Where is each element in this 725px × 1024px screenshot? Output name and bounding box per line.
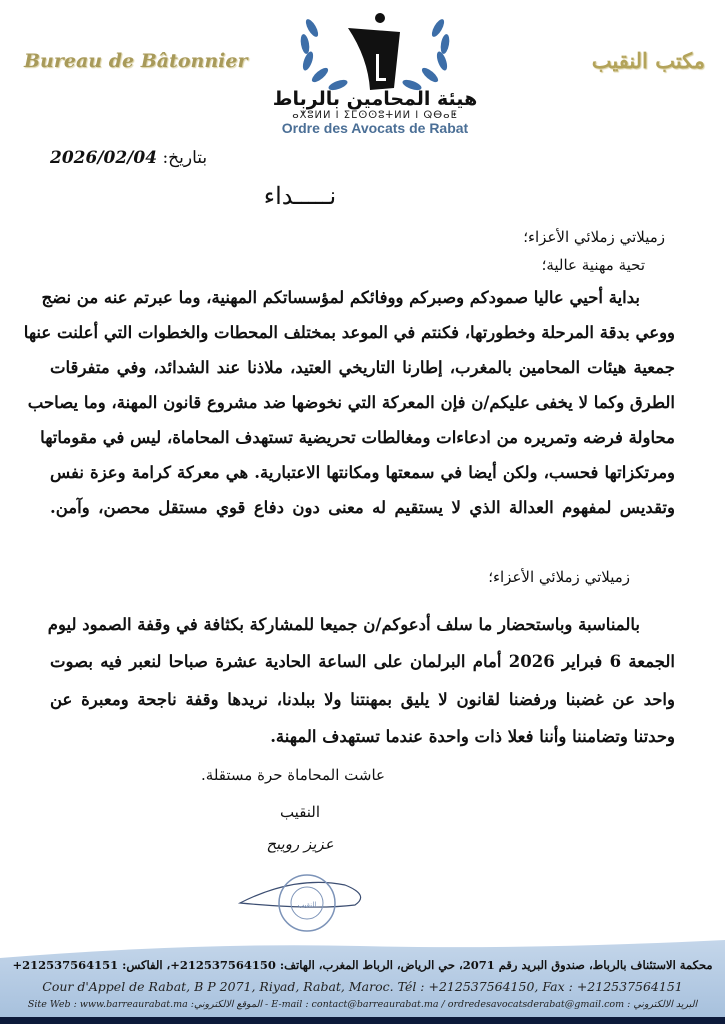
salutation: زميلاتي زملائي الأعزاء؛ [523, 228, 665, 246]
official-stamp [235, 865, 375, 935]
paragraph-line: ومرتكزاتها فحسب، ولكن أيضا في سمعتها ومكانتها الاعتبارية. هي معركة كرامة وعزة نفس [50, 463, 675, 482]
footer-address-ar: محكمة الاستئناف بالرباط، صندوق البريد رقم 2071، حي الرياض، الرباط المغرب، الهاتف: 212537564150+، الفاكس: 212537564151+ [12, 958, 713, 972]
paragraph-line: جمعية هيئات المحامين بالمغرب، إطارنا التاريخي العتيد، ملاذنا عند الشدائد، وفي متفرقات [50, 358, 675, 377]
paragraph-line: وتقديس لمفهوم العدالة الذي لا يستقيم له معنى دون دفاع قوي مستقل محصن، وآمن. [50, 498, 675, 517]
org-name-fr: Ordre des Avocats de Rabat [281, 120, 469, 136]
document-date [50, 148, 207, 168]
bureau-title-ar: مكتب النقيب [591, 48, 705, 73]
bar-association-logo [290, 8, 460, 98]
paragraph-line: محاولة فرضه وتمريره من ادعاءات ومغالطات تحريضية تستهدف المحاماة، ليس في مقوماتها [40, 428, 675, 447]
org-name-tifinagh: ⴰⵅⵓⵍⵍ ⵏ ⵉⵎⵙⵙⵓⵜⵍⵍ ⵏ ⵕⴱⴰⵟ [292, 110, 458, 121]
bureau-title-fr: Bureau de Bâtonnier [24, 50, 248, 72]
paragraph-line: الطرق وكما لا يخفى عليكم/ن فإن المعركة التي نخوضها ضد مشروع قانون المهنة، وما يصاحب [27, 393, 675, 412]
paragraph-line: وحدتنا وتضامننا وأننا فعلا ذات واحدة عندما تستهدف المهنة. [270, 727, 675, 746]
org-name-ar: هيئة المحامين بالرباط [272, 88, 478, 110]
laurel-left-icon [299, 17, 348, 92]
signatory-name: عزيز رويبح [266, 835, 334, 853]
paragraph-line: الجمعة 6 فبراير 2026 أمام البرلمان على الساعة الحادية عشرة صباحا لنعبر فيه بصوت [50, 652, 676, 671]
paragraph-line: بالمناسبة وباستحضار ما سلف أدعوكم/ن جميعا للمشاركة بكثافة في وقفة الصمود ليوم [47, 615, 640, 634]
document-title: نـــــداء [263, 182, 337, 210]
greeting: تحية مهنية عالية؛ [541, 256, 645, 274]
laurel-right-icon [401, 17, 450, 92]
lawyer-figure-icon [348, 13, 400, 90]
paragraph-line: ووعي بدقة المرحلة وخطورتها، فكنتم في الموعد بمختلف المحطات والخطوات التي أعلنت عنها [23, 323, 675, 342]
salutation-2: زميلاتي زملائي الأعزاء؛ [488, 568, 630, 586]
paragraph-line: بداية أحيي عاليا صمودكم وصبركم ووفائكم لمؤسساتكم المهنية، وما عبرتم عنه من نضج [41, 288, 640, 307]
signatory-role: النقيب [279, 803, 321, 821]
date-label: بتاريخ: [162, 148, 208, 168]
footer-contact: Site Web : www.barreaurabat.ma :الموقع الالكتروني - E-mail : contact@barreaurabat.ma / ordredesavocatsderabat@gmail.com : البريد الالكتروني [27, 999, 698, 1010]
footer-address-fr: Cour d'Appel de Rabat, B P 2071, Riyad, Rabat, Maroc. Tél : +212537564150, Fax : +212537564151 [42, 979, 683, 994]
closing: عاشت المحاماة حرة مستقلة. [201, 766, 385, 784]
date-value: 2026/02/04 [50, 148, 158, 168]
paragraph-line: واحد عن غضبنا ورفضنا لقانون لا يليق بمهنتنا ولا ببلدنا، نريدها وقفة ناجحة ومعبرة عن [50, 690, 675, 709]
svg-text:النقيب: النقيب [297, 901, 317, 909]
